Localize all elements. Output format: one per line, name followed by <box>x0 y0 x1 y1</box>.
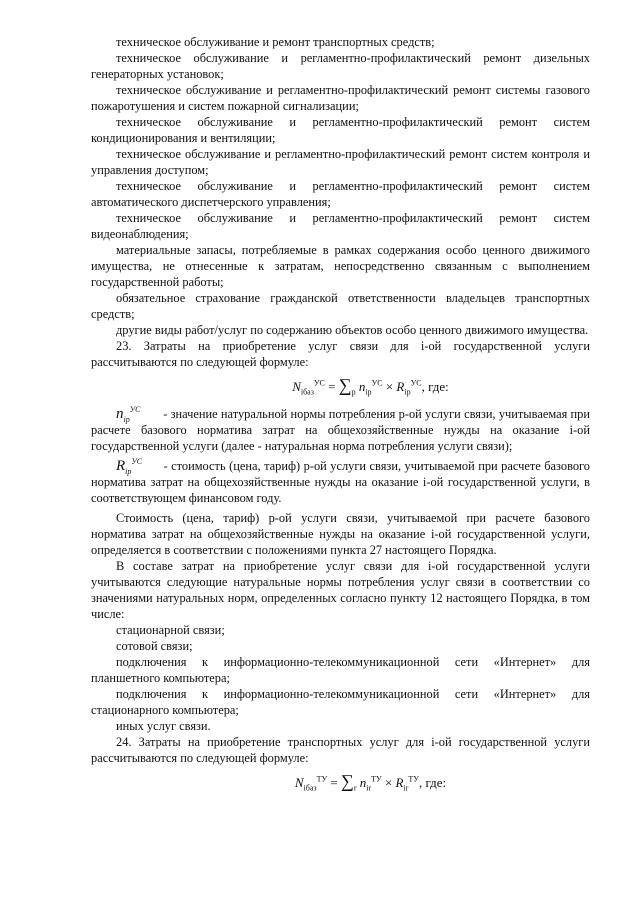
list-item: другие виды работ/услуг по содержанию объектов особо ценного движимого имущества. <box>116 323 589 337</box>
list-item: техническое обслуживание и регламентно-профилактический ремонт систем автоматического диспетчерского управления; <box>91 179 590 209</box>
formula-communication-costs <box>151 372 590 400</box>
formula-subscript: ip <box>125 467 132 476</box>
formula-subscript: iбаз <box>300 387 314 397</box>
list-item: техническое обслуживание и регламентно-профилактический ремонт систем видеонаблюдения; <box>91 211 590 241</box>
paragraph-24: 24. Затраты на приобретение транспортных услуг для i-ой государственной услуги рассчитываются по следующей формуле: <box>91 735 590 765</box>
formula-operator: × <box>384 775 393 790</box>
formula-symbol: R <box>116 458 126 474</box>
variable-r-definition <box>91 458 590 506</box>
formula-tail: , где: <box>418 775 447 790</box>
formula-symbol: n <box>116 406 124 422</box>
formula-superscript: ТУ <box>371 774 382 784</box>
formula-transport-costs <box>151 768 590 796</box>
list-item: сотовой связи; <box>116 639 193 653</box>
symbol-n <box>91 406 160 422</box>
formula-superscript: УС <box>410 378 422 388</box>
definition-text: - значение натуральной нормы потребления р-ой услуги связи, учитываемая при расчете базового норматива затрат на общехозяйственные нужды на оказание i-ой государственной услуги (далее - натуральная норма потребления услуги связи); <box>91 407 590 453</box>
formula-subscript: ir <box>403 783 409 793</box>
formula-operator: = <box>328 379 336 394</box>
formula-superscript: УС <box>313 378 325 388</box>
list-item: техническое обслуживание и регламентно-профилактический ремонт системы газового пожаротушения и систем пожарной сигнализации; <box>91 83 590 113</box>
formula-subscript: r <box>353 783 357 793</box>
formula-symbol: R <box>395 775 404 790</box>
formula-tail: , где: <box>421 379 449 394</box>
formula-symbol: N <box>292 379 301 394</box>
formula-subscript: ip <box>365 387 372 397</box>
formula-symbol: N <box>294 775 304 790</box>
formula-operator: = <box>330 775 338 790</box>
list-item: материальные запасы, потребляемые в рамках содержания особо ценного движимого имущества, не отнесенные к затратам, непосредственно связанным с выполнением государственной работы; <box>91 243 590 289</box>
list-item: техническое обслуживание и регламентно-профилактический ремонт систем контроля и управления доступом; <box>91 147 590 177</box>
formula-superscript: УС <box>129 405 141 414</box>
list-item: техническое обслуживание и ремонт транспортных средств; <box>116 35 435 49</box>
paragraph-norms: В составе затрат на приобретение услуг связи для i-ой государственной услуги учитываются следующие натуральные нормы потребления услуг связи в соответствии со значениями натуральных норм, определенных согласно пункту 12 настоящего Порядка, в том числе: <box>91 559 590 621</box>
sum-sign: ∑ <box>338 375 352 395</box>
list-item: обязательное страхование гражданской ответственности владельцев транспортных средств; <box>91 291 590 321</box>
list-item: техническое обслуживание и регламентно-профилактический ремонт дизельных генераторных установок; <box>91 51 590 81</box>
formula-subscript: ip <box>123 415 130 424</box>
formula-subscript: iбаз <box>303 783 317 793</box>
paragraph-cost: Стоимость (цена, тариф) р-ой услуги связи, учитываемой при расчете базового норматива затрат на общехозяйственные нужды на оказание i-ой государственной услуги, определяется в соответствии с положениями пункта 27 настоящего Порядка. <box>91 511 590 557</box>
formula-superscript: УС <box>131 457 143 466</box>
paragraph-23: 23. Затраты на приобретение услуг связи для i-ой государственной услуги рассчитываются по следующей формуле: <box>91 339 590 369</box>
list-item: техническое обслуживание и регламентно-профилактический ремонт систем кондиционирования и вентиляции; <box>91 115 590 145</box>
list-item: подключения к информационно-телекоммуникационной сети «Интернет» для стационарного компьютера; <box>91 687 590 717</box>
formula-symbol: n <box>359 775 367 790</box>
formula-superscript: ТУ <box>408 774 419 784</box>
list-item: подключения к информационно-телекоммуникационной сети «Интернет» для планшетного компьютера; <box>91 655 590 685</box>
formula-subscript: p <box>351 387 356 397</box>
formula-symbol: R <box>396 379 405 394</box>
definition-text: - стоимость (цена, тариф) р-ой услуги связи, учитываемой при расчете базового норматива затрат на общехозяйственные нужды на оказание i-ой государственной услуги, в соответствующем финансовом году. <box>91 459 590 505</box>
formula-subscript: ip <box>404 387 411 397</box>
sum-sign: ∑ <box>340 771 354 791</box>
formula-symbol: n <box>358 379 366 394</box>
symbol-r <box>91 458 160 474</box>
formula-superscript: ТУ <box>316 774 328 784</box>
list-item: иных услуг связи. <box>116 719 211 733</box>
formula-superscript: УС <box>371 378 383 388</box>
variable-n-definition <box>91 406 590 454</box>
formula-operator: × <box>385 379 394 394</box>
formula-subscript: ir <box>366 783 372 793</box>
list-item: стационарной связи; <box>116 623 225 637</box>
